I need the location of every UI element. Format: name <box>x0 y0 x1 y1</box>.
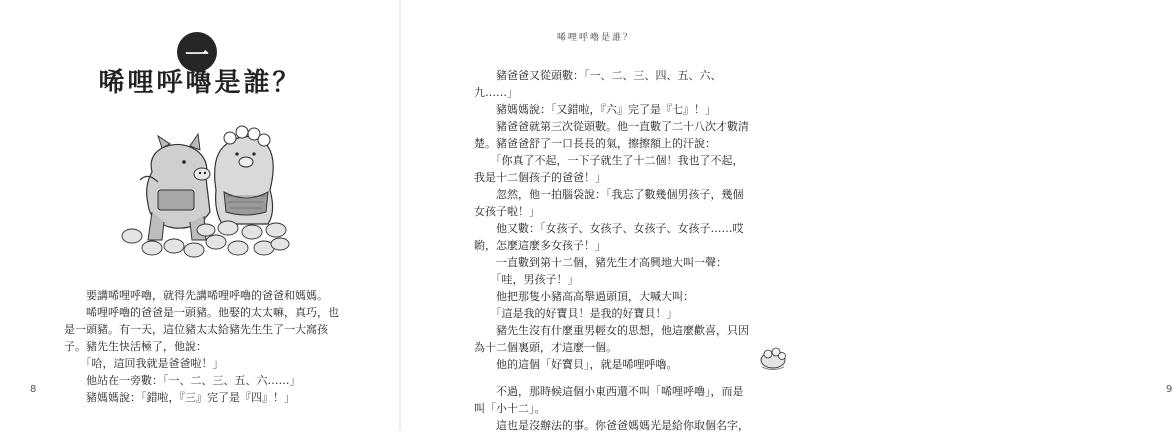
paragraph-line: 他站在一旁數：「一、二、三、五、六……」 <box>64 374 301 387</box>
paragraph-line: 九……」 <box>474 86 518 99</box>
paragraph-line: 這也是沒辦法的事。你爸爸媽媽光是給你取個名字， <box>474 419 749 432</box>
paragraph-line: 「哇，男孩子！」 <box>474 273 579 286</box>
paragraph-line: 喲，怎麼這麼多女孩子！」 <box>474 239 606 252</box>
paragraph-line: 楚。豬爸爸舒了一口長長的氣，擦擦額上的汗說： <box>474 137 716 150</box>
paragraph-line: 豬媽媽說：「又錯啦，『六』完了是『七』！」 <box>474 103 716 116</box>
paragraph-line: 唏哩呼嚕的爸爸是一頭豬。他娶的太太嘛，真巧，也 <box>64 306 339 319</box>
left-page <box>0 0 400 430</box>
chapter-number-badge: 一 <box>177 32 217 72</box>
paragraph-line: 女孩子啦！」 <box>474 205 540 218</box>
running-head: 唏哩呼嚕是誰？ <box>557 33 635 43</box>
paragraph-line: 「這是我的好寶貝！是我的好寶貝！」 <box>474 307 678 320</box>
pig-family-illustration <box>118 112 290 260</box>
paragraph-line: 一直數到第十二個，豬先生才高興地大叫一聲： <box>474 256 727 269</box>
paragraph-line: 為十二個裏頭，才這麼一個。 <box>474 341 617 354</box>
paragraph-line: 他又數：「女孩子、女孩子、女孩子、女孩子……哎 <box>474 222 744 235</box>
right-body-text <box>474 67 749 434</box>
paragraph-gap <box>474 373 749 383</box>
paragraph-line: 豬爸爸又從頭數：「一、二、三、四、五、六、 <box>474 69 722 82</box>
paragraph-line: 叫「小十二」。 <box>474 402 546 415</box>
paragraph-line: 豬先生沒有什麼重男輕女的思想，他這麼歡喜，只因 <box>474 324 749 337</box>
page-number: 9 <box>1166 384 1172 395</box>
mother-pig-figure <box>215 126 274 224</box>
paragraph-line: 忽然，他一拍腦袋說：「我忘了數幾個男孩子，幾個 <box>474 188 744 201</box>
chapter-title: 唏哩呼嚕是誰？ <box>98 68 302 98</box>
paragraph-line: 他把那隻小豬高高舉過頭頂，大喊大叫： <box>474 290 694 303</box>
paragraph-line: 不過，那時候這個小東西還不叫「唏哩呼嚕」，而是 <box>474 385 744 398</box>
paragraph-line: 豬媽媽說：「錯啦，『三』完了是『四』！」 <box>64 391 295 404</box>
left-body-text <box>64 287 339 406</box>
page-number: 8 <box>30 384 37 395</box>
paragraph-line: 我是十二個孩子的爸爸！」 <box>474 171 606 184</box>
corner-piglet-icon <box>758 345 788 371</box>
paragraph-line: 是一頭豬。有一天，這位豬太太給豬先生生了一大窩孩 <box>64 323 328 336</box>
paragraph-line: 豬爸爸就第三次從頭數。他一直數了二十八次才數清 <box>474 120 749 133</box>
paragraph-line: 「你真了不起，一下子就生了十二個！我也了不起， <box>474 154 744 167</box>
father-pig-figure <box>140 134 210 240</box>
paragraph-line: 要講唏哩呼嚕，就得先講唏哩呼嚕的爸爸和媽媽。 <box>64 289 328 302</box>
paragraph-line: 子。豬先生快活極了，他說： <box>64 340 207 353</box>
paragraph-line: 「哈，這回我就是爸爸啦！」 <box>64 357 224 370</box>
paragraph-line: 他的這個「好寶貝」，就是唏哩呼嚕。 <box>474 358 678 371</box>
